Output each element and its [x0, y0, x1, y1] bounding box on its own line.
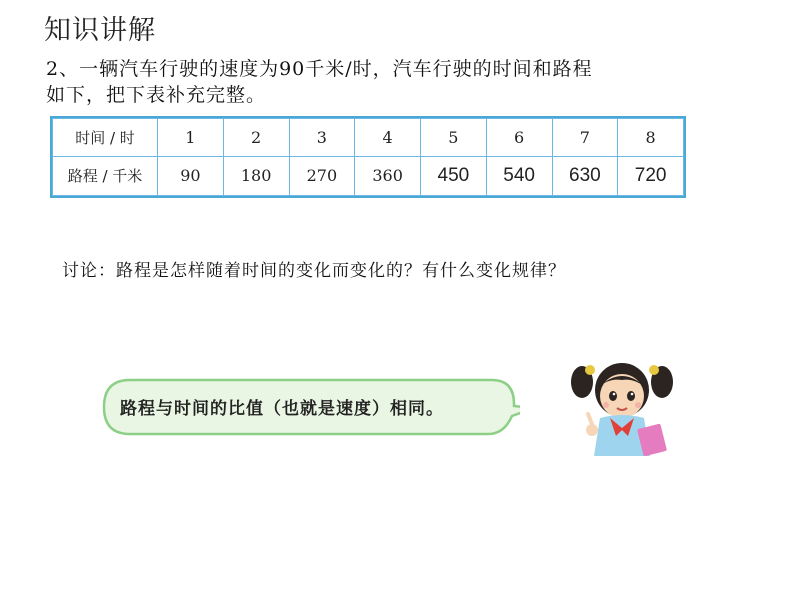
distance-cell-7: 630 [552, 156, 618, 195]
time-cell-3: 3 [289, 119, 355, 157]
distance-header-cell: 路程 / 千米 [53, 156, 158, 195]
page-title: 知识讲解 [44, 15, 156, 46]
time-header-cell: 时间 / 时 [53, 119, 158, 157]
distance-cell-6: 540 [486, 156, 552, 195]
speech-bubble-text: 路程与时间的比值（也就是速度）相同。 [120, 399, 444, 419]
problem-line-2: 如下，把下表补充完整。 [46, 84, 267, 106]
distance-cell-4: 360 [355, 156, 421, 195]
time-cell-4: 4 [355, 119, 421, 157]
discussion-question: 讨论：路程是怎样随着时间的变化而变化的？有什么变化规律？ [62, 261, 566, 281]
table-row-time [53, 119, 684, 157]
time-cell-1: 1 [158, 119, 224, 157]
girl-illustration [566, 352, 678, 464]
time-distance-table [50, 116, 686, 198]
distance-cell-8: 720 [618, 156, 684, 195]
distance-cell-1: 90 [158, 156, 224, 195]
table-row-distance [53, 156, 684, 195]
distance-cell-5: 450 [421, 156, 487, 195]
time-cell-8: 8 [618, 119, 684, 157]
problem-statement [46, 56, 706, 108]
distance-cell-3: 270 [289, 156, 355, 195]
distance-cell-2: 180 [223, 156, 289, 195]
time-cell-5: 5 [421, 119, 487, 157]
time-cell-7: 7 [552, 119, 618, 157]
problem-line-1: 2、一辆汽车行驶的速度为90千米/时，汽车行驶的时间和路程 [46, 58, 593, 80]
time-cell-6: 6 [486, 119, 552, 157]
time-cell-2: 2 [223, 119, 289, 157]
